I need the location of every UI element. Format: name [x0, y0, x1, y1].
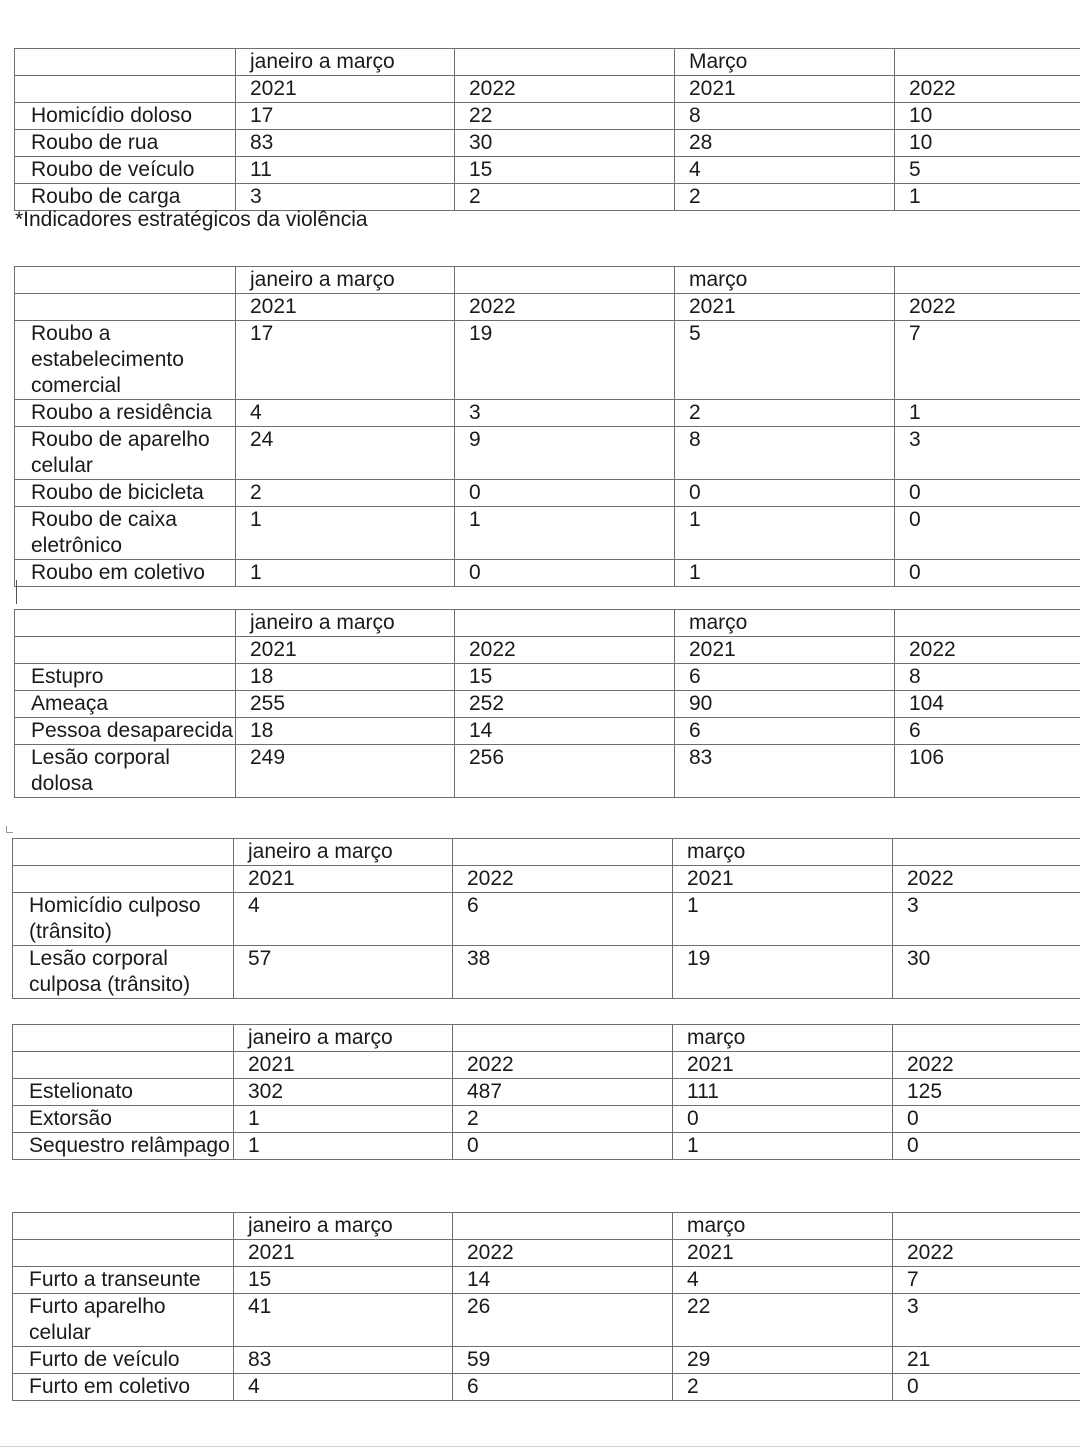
value-cell: 2	[675, 400, 895, 427]
table-footnote: *Indicadores estratégicos da violência	[15, 208, 368, 231]
value-cell: 14	[453, 1267, 673, 1294]
table-row	[15, 400, 1080, 427]
row-label-cell: Ameaça	[15, 691, 236, 718]
value-cell: 0	[455, 560, 675, 587]
row-label-cell: Roubo de caixa eletrônico	[15, 507, 236, 560]
value-cell: 38	[453, 946, 673, 999]
value-cell: 18	[236, 718, 455, 745]
crime-table-3	[14, 609, 1080, 798]
value-cell: 9	[455, 427, 675, 480]
value-cell	[895, 610, 1080, 637]
row-label-cell	[13, 839, 234, 866]
value-cell: 0	[895, 507, 1080, 560]
crime-table-6	[12, 1212, 1080, 1401]
table-row	[15, 507, 1080, 560]
period-header-row	[13, 1213, 1080, 1240]
crime-table-5	[12, 1024, 1080, 1160]
value-cell: 255	[236, 691, 455, 718]
value-cell	[453, 1213, 673, 1240]
value-cell: 4	[673, 1267, 893, 1294]
value-cell: 2021	[236, 294, 455, 321]
value-cell: 302	[234, 1079, 453, 1106]
table-row	[13, 1106, 1080, 1133]
value-cell: 11	[236, 157, 455, 184]
value-cell: 2022	[455, 637, 675, 664]
value-cell	[455, 267, 675, 294]
row-label-cell	[13, 866, 234, 893]
value-cell	[893, 1213, 1080, 1240]
row-label-cell	[15, 267, 236, 294]
value-cell: 6	[675, 664, 895, 691]
value-cell: 125	[893, 1079, 1080, 1106]
table-row	[13, 1079, 1080, 1106]
value-cell: janeiro a março	[236, 610, 455, 637]
value-cell: 2021	[236, 76, 455, 103]
row-label-cell: Estupro	[15, 664, 236, 691]
value-cell: 10	[895, 103, 1080, 130]
row-label-cell: Roubo de veículo	[15, 157, 236, 184]
row-label-cell: Furto em coletivo	[13, 1374, 234, 1401]
value-cell: 1	[675, 507, 895, 560]
value-cell: 15	[455, 157, 675, 184]
table-row	[15, 480, 1080, 507]
value-cell: 0	[455, 480, 675, 507]
value-cell: 106	[895, 745, 1080, 798]
value-cell: 30	[455, 130, 675, 157]
value-cell: 2022	[453, 1240, 673, 1267]
value-cell: março	[675, 610, 895, 637]
value-cell: 4	[234, 1374, 453, 1401]
value-cell: 3	[236, 184, 455, 211]
table-row	[15, 664, 1080, 691]
value-cell: 1	[234, 1133, 453, 1160]
value-cell: 2022	[455, 294, 675, 321]
row-label-cell	[15, 637, 236, 664]
value-cell	[455, 49, 675, 76]
table-row	[13, 1374, 1080, 1401]
value-cell: 19	[673, 946, 893, 999]
value-cell: 15	[455, 664, 675, 691]
value-cell	[455, 610, 675, 637]
value-cell: 6	[453, 893, 673, 946]
value-cell: 1	[895, 184, 1080, 211]
value-cell: 2021	[673, 1240, 893, 1267]
value-cell: 0	[893, 1106, 1080, 1133]
value-cell: 8	[895, 664, 1080, 691]
row-label-cell: Lesão corporal culposa (trânsito)	[13, 946, 234, 999]
row-label-cell	[13, 1213, 234, 1240]
value-cell: janeiro a março	[236, 267, 455, 294]
table-row	[13, 946, 1080, 999]
period-header-row	[15, 49, 1080, 76]
value-cell: 83	[236, 130, 455, 157]
table-row	[13, 1294, 1080, 1347]
value-cell: 0	[893, 1133, 1080, 1160]
value-cell: março	[673, 839, 893, 866]
value-cell: 14	[455, 718, 675, 745]
value-cell: 8	[675, 103, 895, 130]
row-label-cell: Pessoa desaparecida	[15, 718, 236, 745]
row-label-cell	[13, 1240, 234, 1267]
page-bottom-rule	[0, 1446, 1080, 1447]
value-cell: 1	[236, 560, 455, 587]
year-header-row	[13, 1052, 1080, 1079]
value-cell: 0	[673, 1106, 893, 1133]
period-header-row	[13, 839, 1080, 866]
value-cell: 2022	[453, 1052, 673, 1079]
year-header-row	[13, 866, 1080, 893]
row-label-cell: Homicídio doloso	[15, 103, 236, 130]
value-cell	[453, 1025, 673, 1052]
value-cell: 0	[675, 480, 895, 507]
value-cell: 487	[453, 1079, 673, 1106]
text-cursor	[16, 580, 17, 604]
value-cell: 2021	[234, 1240, 453, 1267]
value-cell: 28	[675, 130, 895, 157]
value-cell: março	[673, 1213, 893, 1240]
value-cell: 22	[455, 103, 675, 130]
row-label-cell	[15, 294, 236, 321]
value-cell: 59	[453, 1347, 673, 1374]
value-cell: 2	[236, 480, 455, 507]
value-cell: 2022	[895, 76, 1080, 103]
value-cell: 3	[893, 893, 1080, 946]
value-cell: Março	[675, 49, 895, 76]
row-label-cell: Roubo a estabelecimento comercial	[15, 321, 236, 400]
value-cell: 2021	[234, 1052, 453, 1079]
value-cell: 22	[673, 1294, 893, 1347]
value-cell: 2	[453, 1106, 673, 1133]
value-cell	[893, 839, 1080, 866]
value-cell: 2022	[895, 294, 1080, 321]
period-header-row	[15, 267, 1080, 294]
year-header-row	[15, 76, 1080, 103]
value-cell: 2021	[675, 76, 895, 103]
row-label-cell: Roubo a residência	[15, 400, 236, 427]
value-cell: 26	[453, 1294, 673, 1347]
value-cell: 2022	[895, 637, 1080, 664]
row-label-cell: Roubo de carga	[15, 184, 236, 211]
value-cell	[895, 267, 1080, 294]
table-row	[15, 130, 1080, 157]
value-cell: 7	[893, 1267, 1080, 1294]
value-cell: 83	[234, 1347, 453, 1374]
value-cell: 4	[675, 157, 895, 184]
value-cell: 19	[455, 321, 675, 400]
row-label-cell	[15, 76, 236, 103]
row-label-cell: Furto de veículo	[13, 1347, 234, 1374]
value-cell: março	[673, 1025, 893, 1052]
value-cell: 3	[895, 427, 1080, 480]
value-cell: 5	[675, 321, 895, 400]
table-row	[15, 691, 1080, 718]
period-header-row	[15, 610, 1080, 637]
value-cell: 2021	[236, 637, 455, 664]
value-cell: 17	[236, 103, 455, 130]
table-row	[13, 1267, 1080, 1294]
value-cell: 2022	[453, 866, 673, 893]
value-cell: 2021	[675, 637, 895, 664]
value-cell: janeiro a março	[234, 1213, 453, 1240]
table-row	[15, 157, 1080, 184]
row-label-cell: Furto a transeunte	[13, 1267, 234, 1294]
value-cell: 2	[455, 184, 675, 211]
value-cell: 1	[673, 893, 893, 946]
value-cell: janeiro a março	[234, 1025, 453, 1052]
value-cell: 2021	[234, 866, 453, 893]
value-cell: 2022	[893, 1052, 1080, 1079]
value-cell: 4	[236, 400, 455, 427]
table-row	[13, 1347, 1080, 1374]
row-label-cell: Roubo de aparelho celular	[15, 427, 236, 480]
value-cell: 90	[675, 691, 895, 718]
value-cell: 6	[675, 718, 895, 745]
table-row	[15, 745, 1080, 798]
row-label-cell: Estelionato	[13, 1079, 234, 1106]
value-cell: 0	[893, 1374, 1080, 1401]
value-cell: 3	[893, 1294, 1080, 1347]
value-cell: 2021	[673, 866, 893, 893]
row-label-cell: Extorsão	[13, 1106, 234, 1133]
value-cell: janeiro a março	[234, 839, 453, 866]
value-cell: 111	[673, 1079, 893, 1106]
value-cell: 8	[675, 427, 895, 480]
value-cell: 83	[675, 745, 895, 798]
value-cell: 0	[453, 1133, 673, 1160]
value-cell	[893, 1025, 1080, 1052]
value-cell: 10	[895, 130, 1080, 157]
row-label-cell: Furto aparelho celular	[13, 1294, 234, 1347]
value-cell: 1	[675, 560, 895, 587]
row-label-cell	[15, 49, 236, 76]
crime-table-4	[12, 838, 1080, 999]
value-cell: 7	[895, 321, 1080, 400]
value-cell: 1	[234, 1106, 453, 1133]
value-cell: 1	[236, 507, 455, 560]
row-label-cell: Roubo em coletivo	[15, 560, 236, 587]
value-cell: 15	[234, 1267, 453, 1294]
value-cell: 41	[234, 1294, 453, 1347]
value-cell	[453, 839, 673, 866]
year-header-row	[15, 294, 1080, 321]
table-row	[15, 427, 1080, 480]
value-cell: 104	[895, 691, 1080, 718]
row-label-cell	[13, 1052, 234, 1079]
value-cell	[895, 49, 1080, 76]
value-cell: 0	[895, 560, 1080, 587]
value-cell: 1	[895, 400, 1080, 427]
value-cell: 2	[673, 1374, 893, 1401]
table-row	[15, 103, 1080, 130]
value-cell: 30	[893, 946, 1080, 999]
paragraph-mark	[6, 826, 13, 833]
value-cell: 3	[455, 400, 675, 427]
row-label-cell: Homicídio culposo (trânsito)	[13, 893, 234, 946]
table-row	[13, 893, 1080, 946]
value-cell: 1	[455, 507, 675, 560]
crime-table-2	[14, 266, 1080, 587]
table-row	[13, 1133, 1080, 1160]
value-cell: 2	[675, 184, 895, 211]
value-cell: 5	[895, 157, 1080, 184]
period-header-row	[13, 1025, 1080, 1052]
value-cell: 252	[455, 691, 675, 718]
table-row	[15, 321, 1080, 400]
value-cell: 249	[236, 745, 455, 798]
row-label-cell	[13, 1025, 234, 1052]
value-cell: março	[675, 267, 895, 294]
row-label-cell: Sequestro relâmpago	[13, 1133, 234, 1160]
value-cell: 2022	[893, 1240, 1080, 1267]
value-cell: 2022	[455, 76, 675, 103]
year-header-row	[13, 1240, 1080, 1267]
row-label-cell	[15, 610, 236, 637]
table-row	[15, 718, 1080, 745]
value-cell: 4	[234, 893, 453, 946]
year-header-row	[15, 637, 1080, 664]
value-cell: 29	[673, 1347, 893, 1374]
table-row	[15, 560, 1080, 587]
row-label-cell: Lesão corporal dolosa	[15, 745, 236, 798]
value-cell: 6	[895, 718, 1080, 745]
value-cell: 57	[234, 946, 453, 999]
value-cell: 0	[895, 480, 1080, 507]
value-cell: 256	[455, 745, 675, 798]
value-cell: janeiro a março	[236, 49, 455, 76]
row-label-cell: Roubo de bicicleta	[15, 480, 236, 507]
value-cell: 2022	[893, 866, 1080, 893]
row-label-cell: Roubo de rua	[15, 130, 236, 157]
crime-table-1	[14, 48, 1080, 211]
value-cell: 1	[673, 1133, 893, 1160]
value-cell: 21	[893, 1347, 1080, 1374]
value-cell: 2021	[675, 294, 895, 321]
value-cell: 6	[453, 1374, 673, 1401]
value-cell: 17	[236, 321, 455, 400]
value-cell: 24	[236, 427, 455, 480]
value-cell: 18	[236, 664, 455, 691]
value-cell: 2021	[673, 1052, 893, 1079]
